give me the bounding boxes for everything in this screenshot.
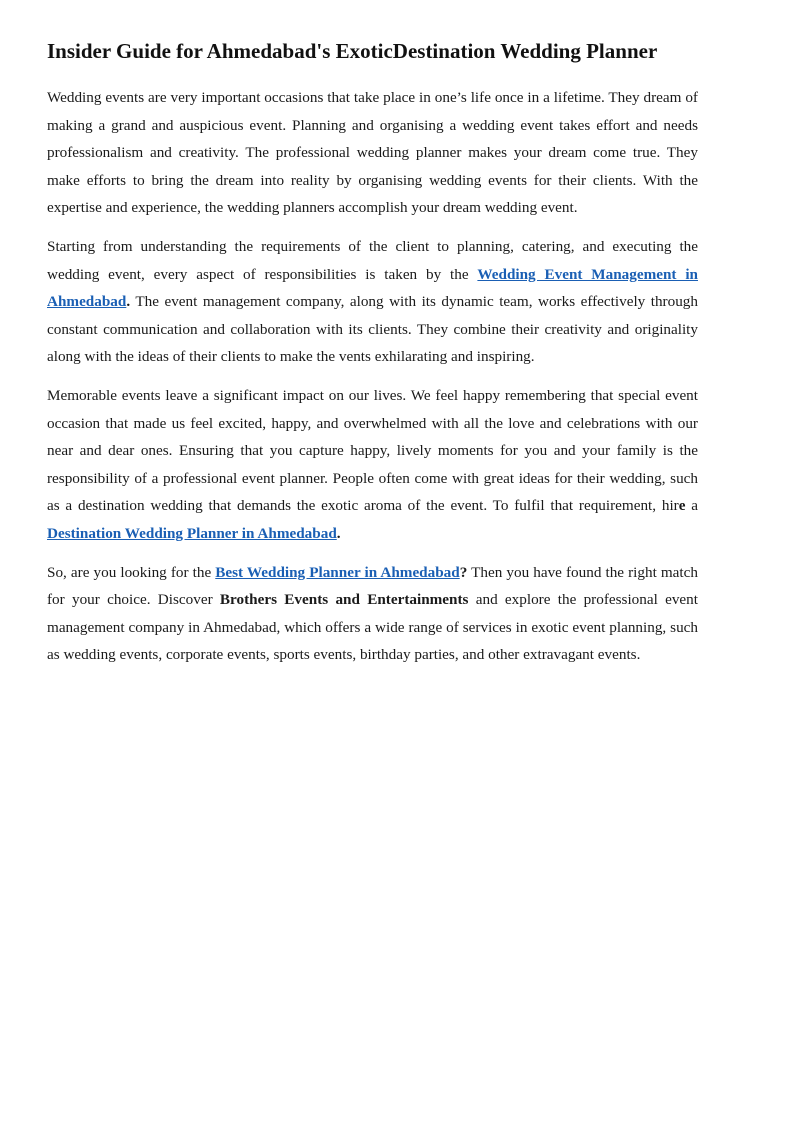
document-page	[47, 36, 698, 680]
paragraph-3-bold-letter: e	[678, 497, 686, 515]
paragraph-1-text: Wedding events are very important occasions that take place in one’s life once in a lifetime. They dream of making a grand and auspicious event. Planning and organising a wedding event takes effort and needs professionalism and creativity. The professional wedding planner makes your dream come true. They make efforts to bring the dream into reality by organising wedding events for their clients. With the expertise and experience, the wedding planners accomplish your dream wedding event.	[47, 89, 698, 217]
paragraph-4-text-after: and explore the professional event management company in Ahmedabad, which offers a wide range of services in exotic event planning, such as wedding events, corporate events, sports events, birthday parties, and other extravagant events.	[47, 591, 698, 664]
paragraph-4	[47, 559, 698, 669]
page-title: Insider Guide for Ahmedabad's ExoticDestination Wedding Planner	[47, 39, 658, 63]
company-name: Brothers Events and Entertainments	[219, 591, 469, 609]
paragraph-2-text-after: The event management company, along with its dynamic team, works effectively through constant communication and collaboration with its clients. They combine their creativity and originality along with the ideas of their clients to make the vents exhilarating and inspiring.	[47, 293, 698, 366]
paragraph-1	[47, 84, 698, 222]
paragraph-4-text-before: So, are you looking for the	[47, 563, 216, 581]
paragraph-4-text-mid: Then you have found the right match for your choice. Discover	[47, 563, 698, 609]
paragraph-3-text-mid: a	[685, 497, 698, 515]
best-wedding-planner-link[interactable]: Best Wedding Planner in Ahmedabad	[215, 563, 460, 581]
paragraph-2	[47, 233, 698, 371]
paragraph-3-text-before: Memorable events leave a significant impact on our lives. We feel happy remembering that special event occasion that made us feel excited, happy, and overwhelmed with all the love and celebrations with our near and dear ones. Ensuring that you capture happy, lively moments for you and your family is the responsibility of a professional event planner. People often come with great ideas for their wedding, such as a destination wedding that demands the exotic aroma of the event. To fulfil that requirement, hir	[47, 386, 698, 515]
paragraph-2-bold-period: .	[126, 293, 131, 311]
paragraph-3-bold-period: .	[336, 524, 341, 542]
paragraph-4-bold-question: ?	[459, 563, 468, 581]
paragraph-3	[47, 382, 698, 548]
paragraph-2-text-before: Starting from understanding the requirements of the client to planning, catering, and executing the wedding event, every aspect of responsibilities is taken by the	[47, 237, 698, 283]
wedding-event-management-link[interactable]: Wedding Event Management in Ahmedabad	[47, 265, 698, 311]
destination-wedding-planner-link[interactable]: Destination Wedding Planner in Ahmedabad	[47, 524, 337, 542]
